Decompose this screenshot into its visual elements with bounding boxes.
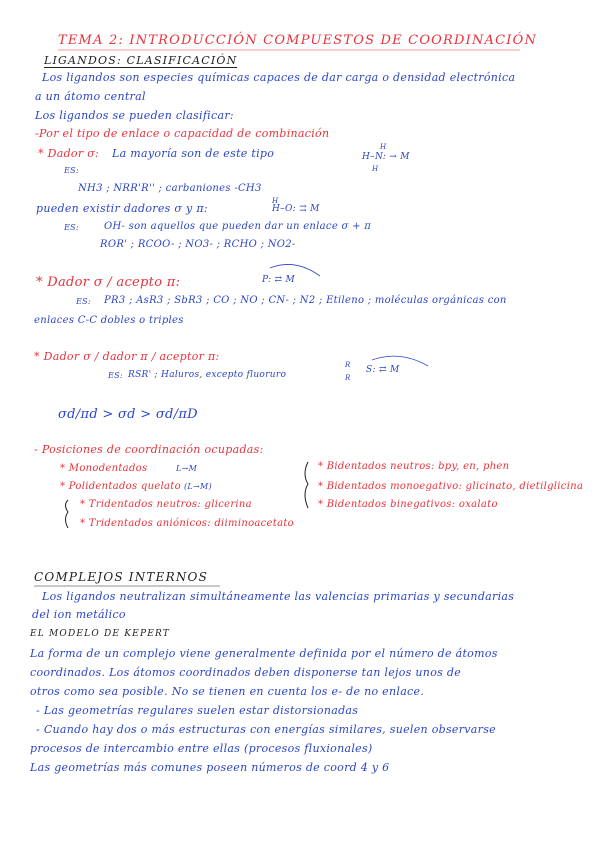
dador-sigma-text: La mayoría son de este tipo: [112, 147, 275, 160]
tridentados-brace: [66, 500, 69, 528]
kepert-line-5: - Cuando hay dos o más estructuras con energías similares, suelen observarse: [36, 723, 496, 736]
bidentados-binegativos: * Bidentados binegativos: oxalato: [318, 499, 498, 510]
kepert-line-4: - Las geometrías regulares suelen estar distorsionadas: [36, 704, 359, 717]
intro-line-1: Los ligandos son especies químicas capaces de dar carga o densidad electrónica: [42, 71, 516, 84]
dador-dador-es-label: ES:: [108, 371, 123, 380]
dadores-sigma-pi-example: OH- son aquellos que pueden dar un enlace σ + π: [104, 221, 372, 232]
bidentados-mononegativos: * Bidentados monoegativo: glicinato, dietilglicina: [318, 481, 584, 492]
kepert-line-2: coordinados. Los átomos coordinados deben disponerse tan lejos unos de: [30, 666, 462, 679]
complejos-line-1: Los ligandos neutralizan simultáneamente las valencias primarias y secundarias: [42, 590, 515, 603]
dador-dador-examples: RSR' ; Haluros, excepto fluoruro: [128, 370, 287, 380]
intro-line-3: Los ligandos se pueden clasificar:: [35, 109, 234, 122]
nh3-formula: H–N: → M: [362, 152, 410, 162]
posiciones-heading: - Posiciones de coordinación ocupadas:: [34, 443, 264, 456]
dador-aceptor-examples: PR3 ; AsR3 ; SbR3 ; CO ; NO ; CN- ; N2 ; Etileno ; moléculas orgánicas con: [104, 295, 507, 306]
dador-sigma-es-label: ES:: [64, 166, 79, 175]
page-title: TEMA 2: INTRODUCCIÓN COMPUESTOS DE COORDINACIÓN: [58, 33, 538, 48]
complejos-heading: COMPLEJOS INTERNOS: [34, 570, 208, 584]
bidentados-brace: [305, 462, 308, 508]
kepert-line-1: La forma de un complejo viene generalmente definida por el número de átomos: [30, 647, 498, 660]
kepert-line-7: Las geometrías más comunes poseen números de coord 4 y 6: [30, 761, 390, 774]
phosphine-formula: P: ⇄ M: [262, 275, 296, 285]
thioether-backbond-arrow: [372, 356, 428, 366]
oh-h-top: H: [272, 197, 279, 205]
thioether-formula: S: ⇄ M: [366, 365, 400, 375]
intro-line-4: -Por el tipo de enlace o capacidad de combinación: [35, 127, 330, 140]
bidentados-neutros: * Bidentados neutros: bpy, en, phen: [318, 461, 510, 472]
dador-dador-heading: * Dador σ / dador π / aceptor π:: [34, 350, 220, 363]
nh3-h-top: H: [380, 143, 387, 151]
ligandos-heading: LIGANDOS: CLASIFICACIÓN: [44, 54, 238, 67]
intro-line-2: a un átomo central: [35, 90, 146, 103]
dador-aceptor-es-label: ES:: [76, 297, 91, 306]
complejos-line-2: del ion metálico: [32, 608, 126, 621]
dadores-sigma-pi-es-label: ES:: [64, 223, 79, 232]
polidentados-formula: (L→M): [184, 482, 212, 491]
dador-sigma-heading: * Dador σ:: [38, 147, 100, 160]
backbond-arrow: [270, 264, 320, 276]
polidentados: * Polidentados quelato: [60, 481, 181, 492]
oh-formula: H–O: ⇉ M: [272, 204, 320, 214]
tridentados-anionicos: * Tridentados aniónicos: diiminoacetato: [80, 518, 294, 529]
sigma-pi-comparison: σd/πd > σd > σd/πD: [58, 407, 198, 422]
thioether-r2: R: [345, 374, 351, 382]
dador-aceptor-heading: * Dador σ / acepto π:: [36, 275, 181, 290]
dadores-sigma-pi-example-2: ROR' ; RCOO- ; NO3- ; RCHO ; NO2-: [100, 239, 296, 250]
thioether-r1: R: [345, 361, 351, 369]
monodentados: * Monodentados: [60, 463, 148, 474]
dadores-sigma-pi-text: pueden existir dadores σ y π:: [36, 202, 208, 215]
dador-sigma-examples: NH3 ; NRR'R'' ; carbaniones -CH3: [78, 183, 262, 194]
kepert-line-3: otros como sea posible. No se tienen en cuenta los e- de no enlace.: [30, 685, 425, 698]
monodentados-formula: L→M: [176, 464, 198, 473]
dador-aceptor-examples-2: enlaces C-C dobles o triples: [34, 315, 184, 326]
kepert-line-6: procesos de intercambio entre ellas (procesos fluxionales): [30, 742, 373, 755]
tridentados-neutros: * Tridentados neutros: glicerina: [80, 499, 252, 510]
kepert-heading: EL MODELO DE KEPERT: [30, 629, 170, 639]
nh3-h-bottom: H: [372, 165, 379, 173]
